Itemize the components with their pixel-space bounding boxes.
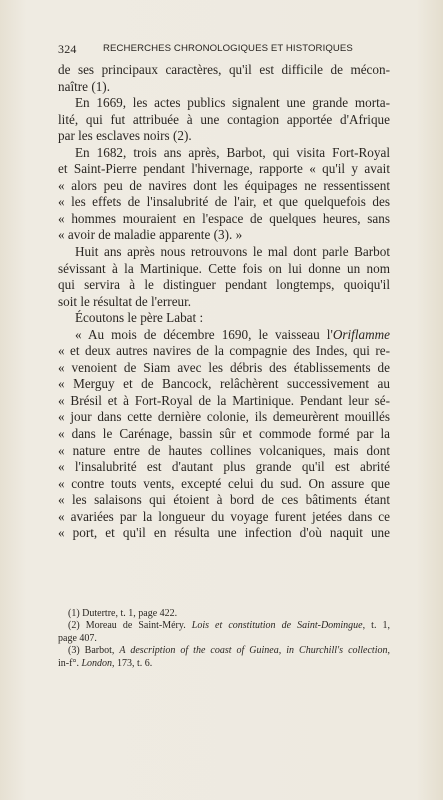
text-line: « les effets de l'insalubrité de l'air, et que quelquefois des [58, 194, 390, 210]
footnote-text: in-f°. [58, 657, 79, 669]
text-line: « les salaisons qui étoient à bord de ces bâtiments étant [58, 492, 390, 508]
ship-name: Oriflamme [332, 326, 390, 342]
footnote-text: (2) Moreau de Saint-Méry. [68, 620, 186, 632]
text-line: de ses principaux caractères, qu'il est difficile de mécon- [58, 62, 390, 77]
text-line: « Merguy et de Bancock, relâchèrent successivement au [58, 376, 390, 392]
footnote-3-continued [58, 658, 390, 670]
text-line: « contre touts vents, excepté celui du sud. On assure que [58, 475, 390, 491]
text-line: « et deux autres navires de la compagnie des Indes, qui re- [58, 343, 390, 359]
footnote-3 [58, 645, 390, 657]
text-line: « avariées par la longueur du voyage furent jetées dans ce [58, 508, 390, 524]
footnote-text: (3) Barbot, [68, 645, 115, 657]
text-line: « nature entre de hautes collines volcaniques, mais dont [58, 442, 390, 458]
footnote-title: Lois et constitution de Saint-Domingue [191, 620, 363, 632]
footnote-place: London [81, 657, 112, 669]
body-text [58, 62, 390, 542]
text-line: « dans le Carénage, bassin sûr et commode formé par la [58, 426, 390, 442]
text-line: En 1682, trois ans après, Barbot, qui visita Fort-Royal [75, 144, 390, 160]
text-fragment: « Au mois de décembre 1690, le vaisseau l' [75, 326, 333, 342]
text-line: « hommes mouraient en l'espace de quelques heures, sans [58, 210, 390, 226]
text-line: En 1669, les actes publics signalent une grande morta- [75, 95, 390, 111]
text-line: par les esclaves noirs (2). [58, 128, 192, 144]
text-line: « venoient de Siam avec les débris des établissements de [58, 359, 390, 375]
footnote-text: , 173, t. 6. [112, 657, 153, 669]
footnote-2 [58, 620, 390, 632]
page-header [58, 42, 388, 56]
text-line: « avoir de maladie apparente (3). » [58, 227, 243, 243]
text-line: « Brésil et à Fort-Royal de la Martinique. Pendant leur sé- [58, 392, 390, 408]
text-line [58, 327, 390, 344]
footnote-title: A description of the coast of Guinea, in Churchill's collection [119, 645, 388, 657]
text-line: sévissant à la Martinique. Cette fois on lui donne un nom [58, 260, 390, 276]
footnote-text: , [387, 645, 390, 657]
text-line: « port, et qu'il en résulta une infection d'où naquit une [58, 525, 390, 541]
footnotes [58, 608, 390, 670]
footnote-text: , t. 1, [362, 620, 390, 632]
text-line: naître (1). [58, 78, 110, 94]
text-line: « alors peu de navires dont les équipages ne ressentissent [58, 177, 390, 193]
text-line: Écoutons le père Labat : [75, 310, 204, 326]
text-line: « l'insalubrité est d'autant plus grande qu'il est abrité [58, 459, 390, 475]
running-head: RECHERCHES CHRONOLOGIQUES ET HISTORIQUES [103, 43, 353, 54]
text-line: et Saint-Pierre pendant l'hivernage, rapporte « qu'il y avait [58, 161, 390, 177]
text-line: lité, qui fut attribuée à une contagion apportée d'Afrique [58, 111, 390, 127]
text-line: Huit ans après nous retrouvons le mal dont parle Barbot [75, 244, 390, 260]
text-line: qui servira à le distinguer pendant longtemps, quoiqu'il [58, 277, 390, 293]
text-line: soit le résultat de l'erreur. [58, 293, 192, 309]
text-line: « jour dans cette dernière colonie, ils demeurèrent mouillés [58, 409, 390, 425]
footnote-1: (1) Dutertre, t. 1, page 422. [68, 608, 178, 619]
page-number: 324 [58, 42, 77, 56]
footnote-2-continued: page 407. [58, 632, 97, 644]
